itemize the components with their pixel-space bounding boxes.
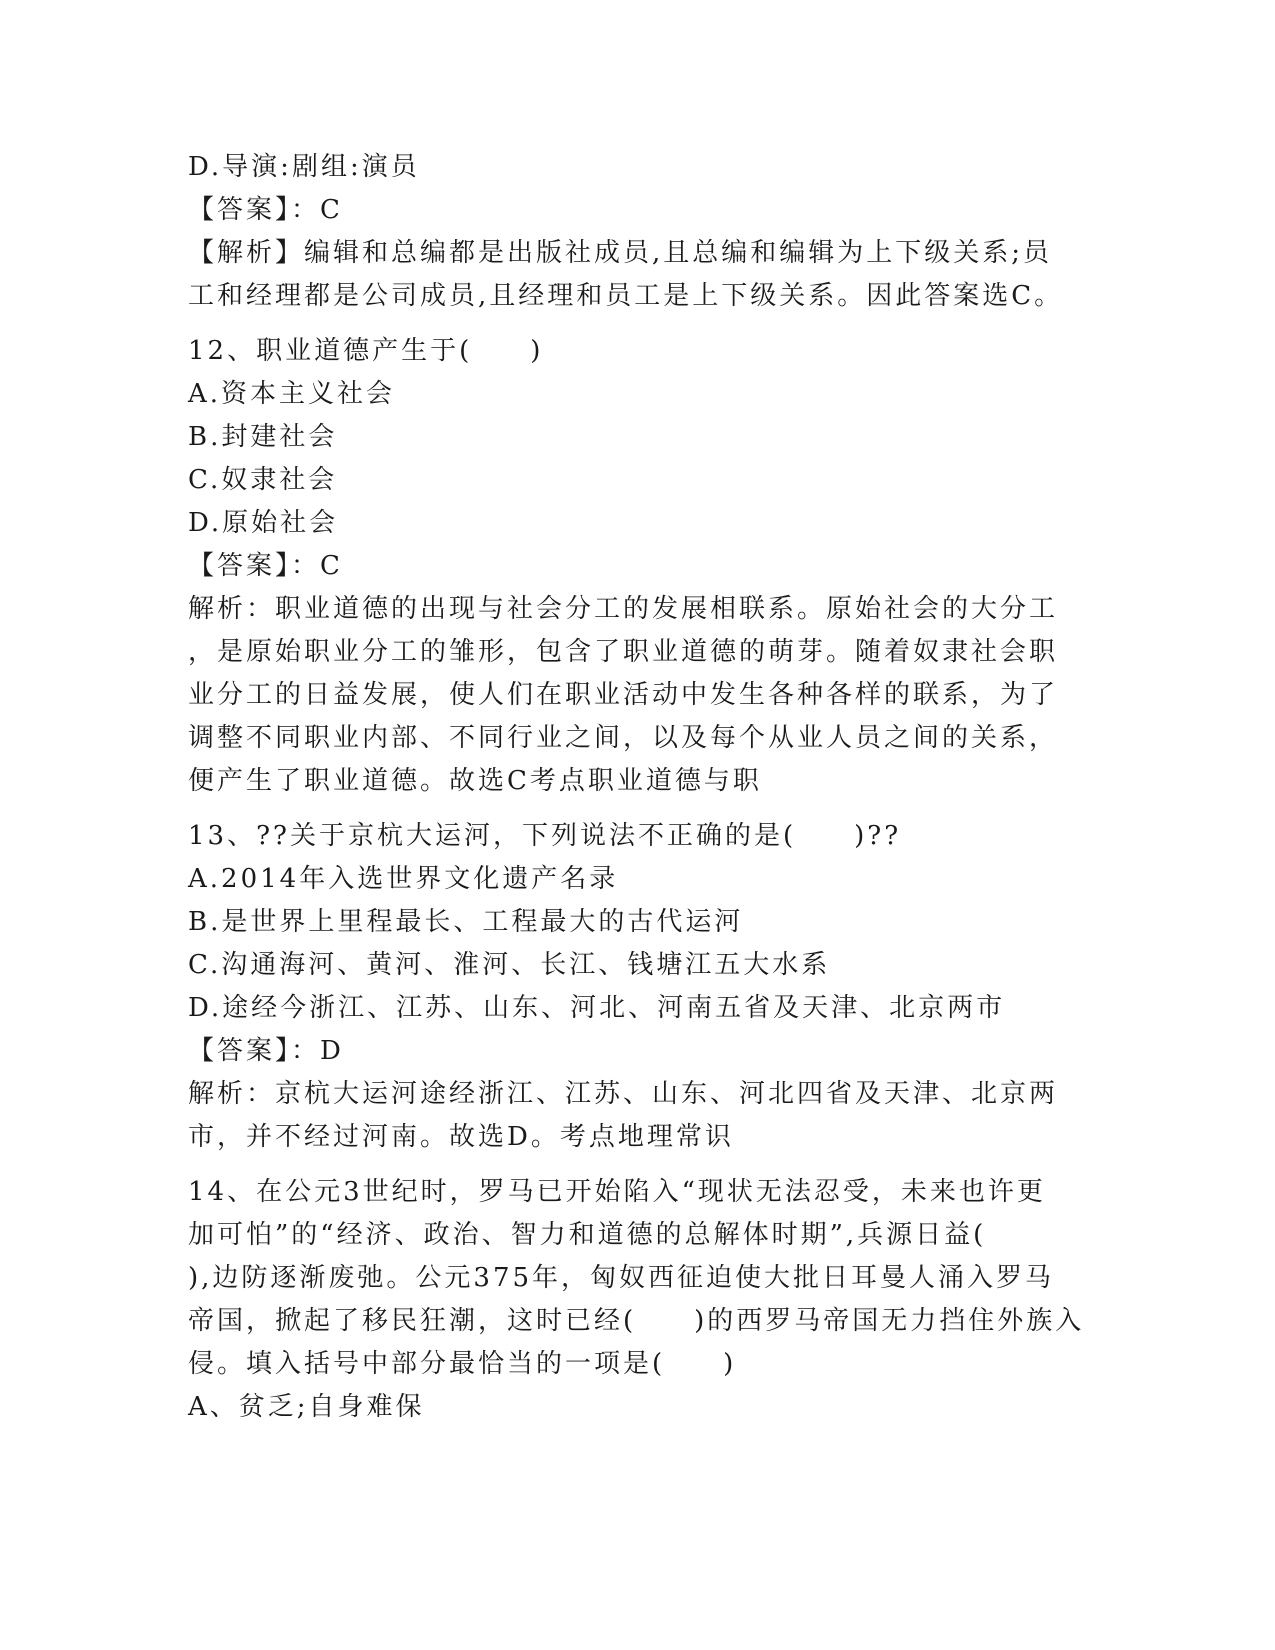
q12-analysis-line: 解析：职业道德的出现与社会分工的发展相联系。原始社会的大分工 — [188, 594, 1059, 624]
q13-analysis-line: 解析：京杭大运河途经浙江、江苏、山东、河北四省及天津、北京两 — [188, 1079, 1059, 1109]
q14-stem-line: 加可怕”的“经济、政治、智力和道德的总解体时期”,兵源日益( — [188, 1220, 987, 1250]
q12-analysis-line: 调整不同职业内部、不同行业之间，以及每个从业人员之间的关系， — [188, 723, 1059, 753]
q11-option-d: D.导演:剧组:演员 — [188, 152, 420, 182]
q12-answer: 【答案】：C — [188, 551, 343, 581]
q12-stem: 12、职业道德产生于( ) — [188, 336, 544, 366]
document-page — [188, 146, 1088, 1429]
q14-stem-line: 帝国，掀起了移民狂潮，这时已经( )的西罗马帝国无力挡住外族入 — [188, 1306, 1085, 1336]
q13-option-a: A.2014年入选世界文化遗产名录 — [188, 864, 619, 894]
q14-option-a: A、贫乏;自身难保 — [188, 1392, 425, 1422]
q14-stem-line: 14、在公元3世纪时，罗马已开始陷入“现状无法忍受，未来也许更 — [188, 1177, 1046, 1207]
q14-stem-line: 侵。填入括号中部分最恰当的一项是( ) — [188, 1349, 737, 1379]
q13-option-d: D.途经今浙江、江苏、山东、河北、河南五省及天津、北京两市 — [188, 993, 1006, 1023]
q13-analysis-line: 市，并不经过河南。故选D。考点地理常识 — [188, 1122, 734, 1152]
q13-option-b: B.是世界上里程最长、工程最大的古代运河 — [188, 907, 744, 937]
q12-analysis-line: 业分工的日益发展，使人们在职业活动中发生各种各样的联系，为了 — [188, 680, 1059, 710]
q12-option-a: A.资本主义社会 — [188, 379, 396, 409]
q12-analysis-line: ，是原始职业分工的雏形，包含了职业道德的萌芽。随着奴隶社会职 — [188, 637, 1059, 667]
q12-option-c: C.奴隶社会 — [188, 465, 338, 495]
q13-option-c: C.沟通海河、黄河、淮河、长江、钱塘江五大水系 — [188, 950, 831, 980]
question-divider — [188, 318, 1088, 330]
q11-answer: 【答案】：C — [188, 195, 343, 225]
question-divider — [188, 1159, 1088, 1171]
q12-option-b: B.封建社会 — [188, 422, 338, 452]
q13-answer: 【答案】：D — [188, 1036, 344, 1066]
question-divider — [188, 803, 1088, 815]
q13-stem: 13、??关于京杭大运河，下列说法不正确的是( )?? — [188, 821, 902, 851]
q14-stem-line: ),边防逐渐废弛。公元375年，匈奴西征迫使大批日耳曼人涌入罗马 — [188, 1263, 1055, 1293]
q11-analysis-line: 【解析】编辑和总编都是出版社成员,且总编和编辑为上下级关系;员 — [188, 238, 1053, 268]
q11-analysis-line: 工和经理都是公司成员,且经理和员工是上下级关系。因此答案选C。 — [188, 281, 1064, 311]
q12-option-d: D.原始社会 — [188, 508, 339, 538]
q12-analysis-line: 便产生了职业道德。故选C考点职业道德与职 — [188, 766, 762, 796]
